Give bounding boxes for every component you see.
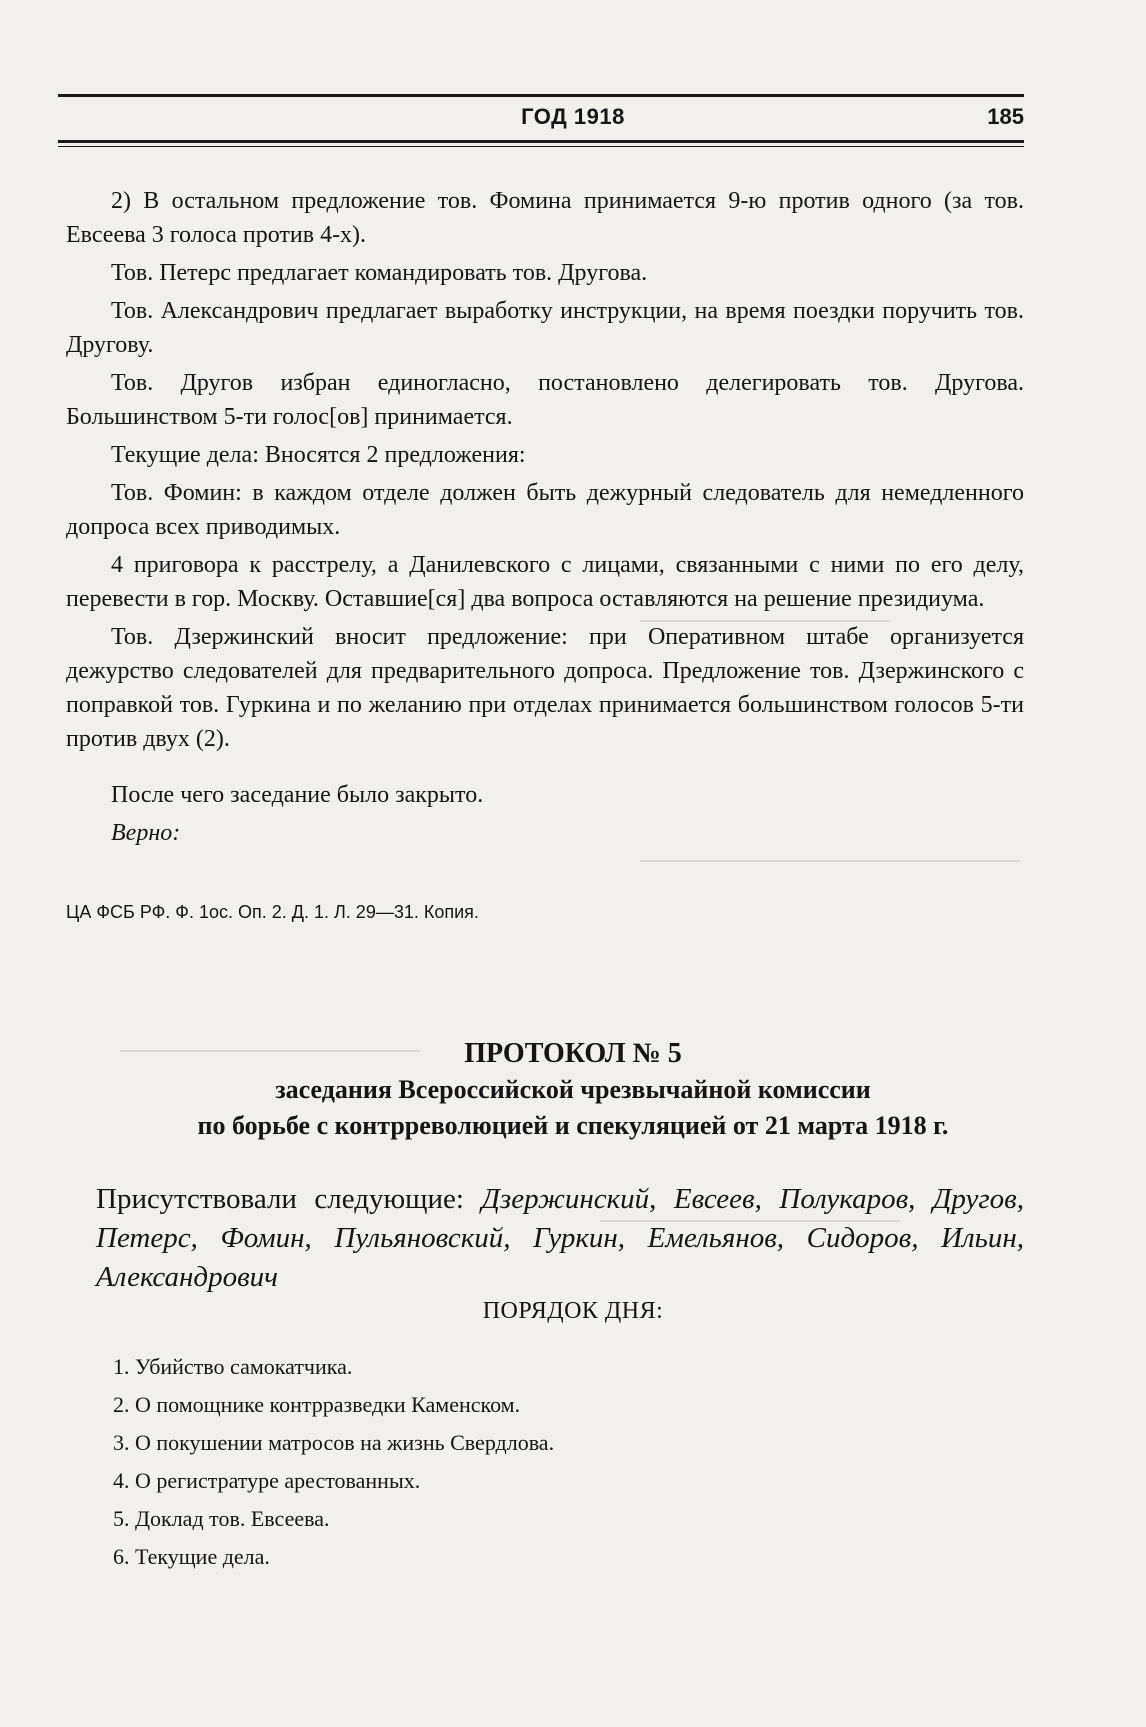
paragraph: Тов. Фомин: в каждом отделе должен быть дежурный следователь для немедленного допроса всех приводимых. — [66, 480, 1024, 540]
agenda-item: 3. О покушении матросов на жизнь Свердлова. — [113, 1430, 555, 1455]
paragraph-closing: После чего заседание было закрыто. — [111, 782, 484, 808]
agenda-item: 2. О помощнике контрразведки Каменском. — [113, 1392, 521, 1417]
agenda-title: ПОРЯДОК ДНЯ: — [482, 1298, 664, 1324]
protocol-subtitle-line1: заседания Всероссийской чрезвычайной комиссии — [275, 1075, 871, 1104]
body-text — [66, 184, 1024, 854]
agenda-item: 1. Убийство самокатчика. — [113, 1354, 353, 1379]
agenda-item: 5. Доклад тов. Евсеева. — [113, 1506, 330, 1531]
attendance-label: Присутствовали следующие: — [96, 1183, 464, 1215]
paragraph: Тов. Другов избран единогласно, постановлено делегировать тов. Другова. Большинством 5-ти голос[ов] принимается. — [66, 370, 1024, 430]
certification-verno: Верно: — [111, 820, 181, 846]
paragraph: Тов. Петерс предлагает командировать тов. Другова. — [111, 260, 648, 286]
header-rule-bottom — [58, 140, 1024, 143]
protocol-title: ПРОТОКОЛ № 5 — [464, 1038, 682, 1069]
protocol-heading — [0, 1036, 1146, 1144]
attendance — [96, 1180, 1024, 1297]
paragraph: 4 приговора к расстрелу, а Данилевского с лицами, связанными с ними по его делу, перевести в гор. Москву. Оставшие[ся] два вопроса оставляются на решение президиума. — [66, 552, 1024, 612]
ghost-rule — [640, 860, 1020, 862]
agenda-item: 4. О регистратуре арестованных. — [113, 1468, 421, 1493]
protocol-subtitle-line2: по борьбе с контрреволюцией и спекуляцией от 21 марта 1918 г. — [197, 1111, 949, 1140]
page-number: 185 — [987, 104, 1024, 129]
header-rule-top — [58, 94, 1024, 97]
paragraph: Тов. Дзержинский вносит предложение: при Оперативном штабе организуется дежурство следователей для предварительного допроса. Предложение тов. Дзержинского с поправкой тов. Гуркина и по желанию при отделах принимается большинством голосов 5-ти против двух (2). — [66, 624, 1024, 752]
paragraph: Текущие дела: Вносятся 2 предложения: — [111, 442, 526, 468]
attendance-names: Дзержинский, Евсеев, Полукаров, Другов, Петерс, Фомин, Пульяновский, Гуркин, Емельянов, Сидоров, Ильин, Александрович — [96, 1183, 1024, 1293]
archive-source: ЦА ФСБ РФ. Ф. 1ос. Оп. 2. Д. 1. Л. 29—31. Копия. — [66, 902, 479, 922]
paragraph: Тов. Александрович предлагает выработку инструкции, на время поездки поручить тов. Другову. — [66, 298, 1024, 358]
agenda-item: 6. Текущие дела. — [113, 1544, 270, 1569]
paragraph: 2) В остальном предложение тов. Фомина принимается 9-ю против одного (за тов. Евсеева 3 голоса против 4-х). — [66, 188, 1024, 248]
agenda-list — [113, 1348, 554, 1576]
header-rule-bottom-thin — [58, 146, 1024, 147]
running-header-title: ГОД 1918 — [521, 104, 625, 129]
